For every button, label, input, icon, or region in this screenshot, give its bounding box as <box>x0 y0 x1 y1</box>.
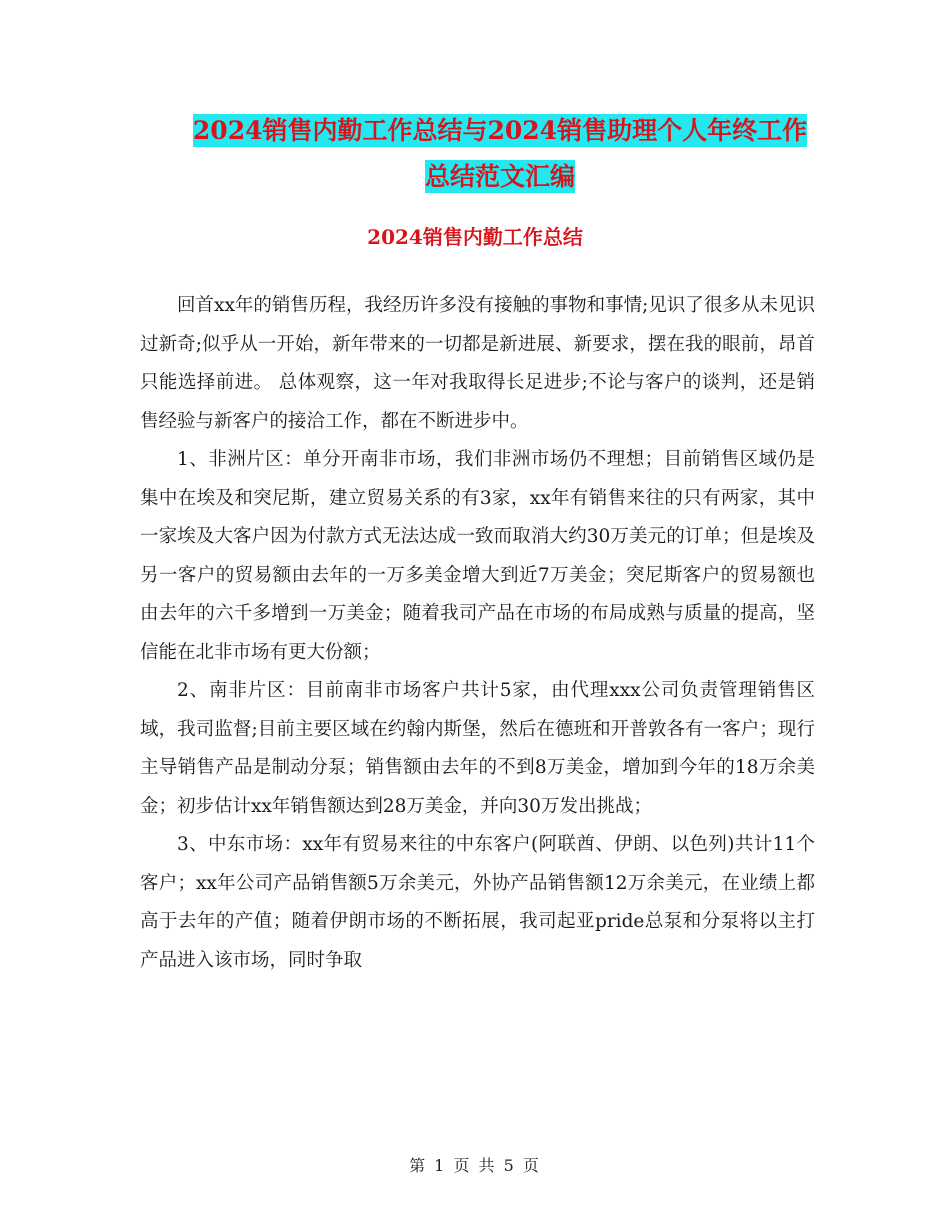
paragraph-middle-east: 3、中东市场：xx年有贸易来往的中东客户(阿联酋、伊朗、以色列)共计11个客户；xx年公司产品销售额5万余美元，外协产品销售额12万余美元，在业绩上都高于去年的产值；随着伊朗市场的不断拓展，我司起亚pride总泵和分泵将以主打产品进入该市场，同时争取 <box>140 834 815 971</box>
paragraph-south-africa: 2、南非片区：目前南非市场客户共计5家，由代理xxx公司负责管理销售区域，我司监督;目前主要区域在约翰内斯堡，然后在德班和开普敦各有一客户；现行主导销售产品是制动分泵；销售额由去年的不到8万美金，增加到今年的18万余美金；初步估计xx年销售额达到28万美金，并向30万发出挑战； <box>140 680 815 817</box>
paragraph-africa: 1、非洲片区：单分开南非市场，我们非洲市场仍不理想；目前销售区域仍是集中在埃及和突尼斯，建立贸易关系的有3家，xx年有销售来往的只有两家，其中一家埃及大客户因为付款方式无法达成一致而取消大约30万美元的订单；但是埃及另一客户的贸易额由去年的一万多美金增大到近7万美金；突尼斯客户的贸易额也由去年的六千多增到一万美金；随着我司产品在市场的布局成熟与质量的提高，坚信能在北非市场有更大份额； <box>140 449 815 663</box>
section-title: 2024销售内勤工作总结 <box>367 225 583 249</box>
page-footer: 第 1 页 共 5 页 <box>409 1156 541 1175</box>
body-text <box>140 287 815 980</box>
title-line-1: 2024销售内勤工作总结与2024销售助理个人年终工作 <box>192 116 808 145</box>
document-title <box>120 108 880 200</box>
paragraph-intro: 回首xx年的销售历程，我经历许多没有接触的事物和事情;见识了很多从未见识过新奇;似乎从一开始，新年带来的一切都是新进展、新要求，摆在我的眼前，昂首只能选择前进。 总体观察，这一年对我取得长足进步;不论与客户的谈判，还是销售经验与新客户的接洽工作，都在不断进步中。 <box>140 295 815 432</box>
title-line-2: 总结范文汇编 <box>424 162 575 191</box>
